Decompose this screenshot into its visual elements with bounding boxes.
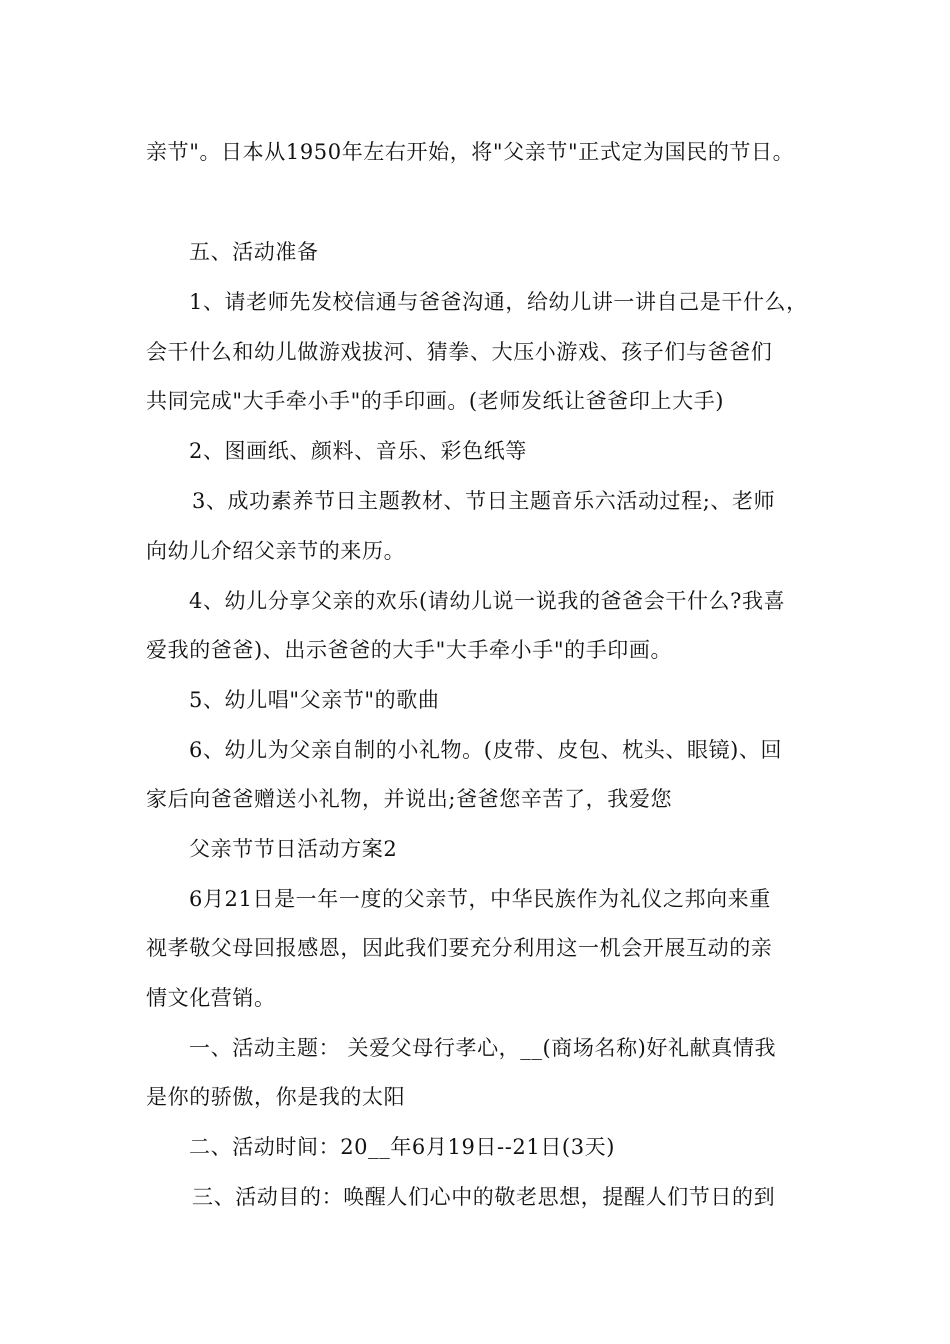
paragraph-line: 是你的骄傲，你是我的太阳 bbox=[146, 1085, 406, 1109]
paragraph-line: 爱我的爸爸)、出示爸爸的大手"大手牵小手"的手印画。 bbox=[146, 638, 673, 662]
paragraph-line: 共同完成"大手牵小手"的手印画。(老师发纸让爸爸印上大手) bbox=[146, 389, 725, 413]
section-heading: 五、活动准备 bbox=[189, 240, 319, 264]
paragraph-line: 二、活动时间：20__年6月19日--21日(3天) bbox=[189, 1135, 616, 1159]
paragraph-line: 4、幼儿分享父亲的欢乐(请幼儿说一说我的爸爸会干什么?我喜 bbox=[189, 589, 786, 613]
paragraph-line: 向幼儿介绍父亲节的来历。 bbox=[146, 539, 406, 563]
paragraph-line: 2、图画纸、颜料、音乐、彩色纸等 bbox=[189, 439, 527, 463]
paragraph-line: 1、请老师先发校信通与爸爸沟通，给幼儿讲一讲自己是干什么， bbox=[189, 290, 808, 314]
paragraph-line: 6、幼儿为父亲自制的小礼物。(皮带、皮包、枕头、眼镜)、回 bbox=[189, 738, 783, 762]
paragraph-line: 会干什么和幼儿做游戏拔河、猜拳、大压小游戏、孩子们与爸爸们 bbox=[146, 340, 773, 364]
paragraph-line: 6月21日是一年一度的父亲节，中华民族作为礼仪之邦向来重 bbox=[189, 887, 771, 911]
paragraph-line: 情文化营销。 bbox=[146, 986, 276, 1010]
paragraph-line: 家后向爸爸赠送小礼物，并说出;爸爸您辛苦了，我爱您 bbox=[146, 787, 673, 811]
paragraph-line: 3、成功素养节日主题教材、节日主题音乐六活动过程;、老师 bbox=[192, 489, 776, 513]
paragraph-line: 三、活动目的：唤醒人们心中的敬老思想，提醒人们节日的到 bbox=[192, 1185, 776, 1209]
paragraph-line: 视孝敬父母回报感恩，因此我们要充分利用这一机会开展互动的亲 bbox=[146, 936, 773, 960]
paragraph-line: 5、幼儿唱"父亲节"的歌曲 bbox=[189, 688, 440, 712]
section-title: 父亲节节日活动方案2 bbox=[189, 837, 398, 861]
paragraph-line: 一、活动主题： 关爱父母行孝心，__(商场名称)好礼献真情我 bbox=[189, 1036, 777, 1060]
paragraph-line: 亲节"。日本从1950年左右开始，将"父亲节"正式定为国民的节日。 bbox=[146, 140, 795, 164]
